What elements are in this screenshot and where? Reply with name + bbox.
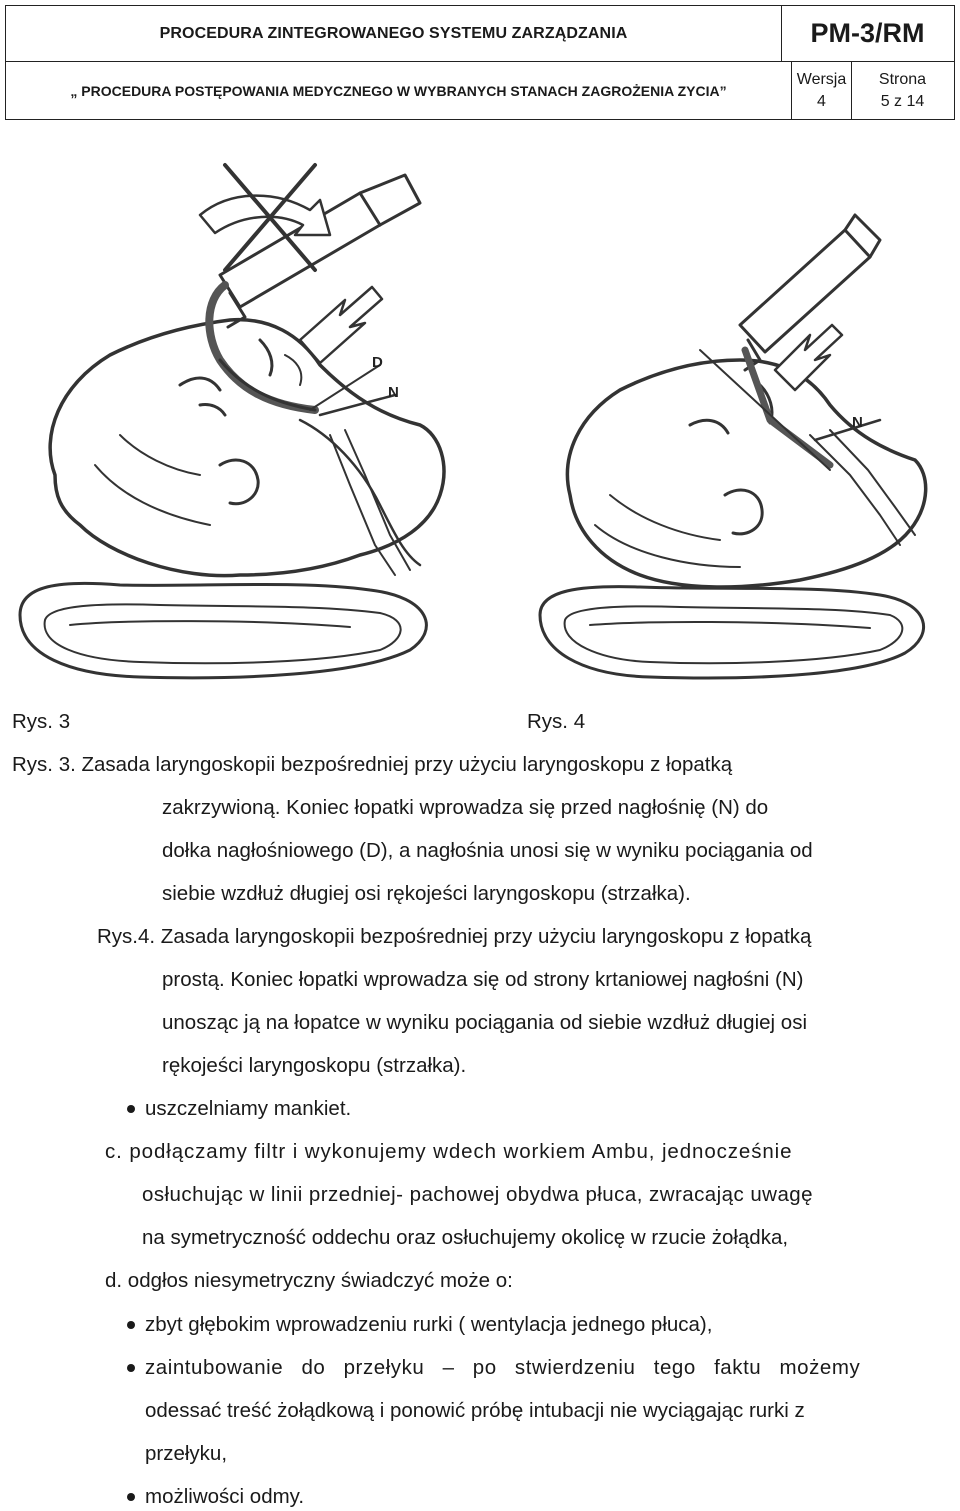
step-d-line: d. odgłos niesymetryczny świadczyć może o: xyxy=(105,1269,513,1292)
laryngoscopy-drawing xyxy=(0,135,960,695)
page-value: 5 z 14 xyxy=(880,92,925,110)
page-cell xyxy=(851,62,953,119)
bullet-pneumothorax: możliwości odmy. xyxy=(145,1485,305,1508)
bullet-marker xyxy=(127,1364,135,1372)
figure-4-drawing xyxy=(540,215,926,678)
bullet-esophagus-line3: przełyku, xyxy=(145,1442,228,1465)
fig3-label-n: N xyxy=(388,384,399,401)
version-value: 4 xyxy=(817,92,826,110)
version-cell xyxy=(791,62,851,119)
version-label: Wersja xyxy=(796,70,847,88)
bullet-esophagus-line1: zaintubowanie do przełyku – po stwierdzeniu tego faktu możemy xyxy=(145,1356,861,1379)
rys4-description-line4: rękojeści laryngoskopu (strzałka). xyxy=(162,1054,467,1077)
bullet-mankiet-text: uszczelniamy mankiet. xyxy=(145,1097,352,1120)
bullet-esophagus-line2: odessać treść żołądkową i ponowić próbę intubacji nie wyciągając rurki z xyxy=(145,1399,805,1422)
document-header xyxy=(5,5,955,120)
rys4-description-line2: prostą. Koniec łopatki wprowadza się od strony krtaniowej nagłośni (N) xyxy=(162,968,804,991)
step-c-line1: c. podłączamy filtr i wykonujemy wdech workiem Ambu, jednocześnie xyxy=(105,1140,793,1163)
step-c-line3: na symetryczność oddechu oraz osłuchujemy okolicę w rzucie żołądka, xyxy=(142,1226,789,1249)
page-label: Strona xyxy=(878,70,927,88)
caption-rys3: Rys. 3 xyxy=(12,710,71,733)
caption-rys4: Rys. 4 xyxy=(527,710,586,733)
rys4-description-line3: unosząc ją na łopatce w wyniku pociągania od siebie wzdłuż długiej osi xyxy=(162,1011,807,1034)
bullet-marker xyxy=(127,1321,135,1329)
header-row-top xyxy=(6,6,954,62)
header-row-bottom xyxy=(6,62,954,119)
laryngoscopy-illustrations xyxy=(0,135,960,695)
rys3-description-line3: dołka nagłośniowego (D), a nagłośnia unosi się w wyniku pociągania od xyxy=(162,839,813,862)
rys4-description-line1: Rys.4. Zasada laryngoskopii bezpośredniej przy użyciu laryngoskopu z łopatką xyxy=(97,925,812,948)
bullet-marker xyxy=(127,1493,135,1501)
bullet-marker xyxy=(127,1105,135,1113)
fig4-label-n: N xyxy=(852,414,863,431)
rys3-description-line1: Rys. 3. Zasada laryngoskopii bezpośredniej przy użyciu laryngoskopu z łopatką xyxy=(12,753,733,776)
fig3-label-d: D xyxy=(372,354,383,371)
document-code: PM-3/RM xyxy=(781,6,953,61)
bullet-one-lung: zbyt głębokim wprowadzeniu rurki ( wentylacja jednego płuca), xyxy=(145,1313,713,1336)
rys3-description-line4: siebie wzdłuż długiej osi rękojeści laryngoskopu (strzałka). xyxy=(162,882,691,905)
figure-3-drawing xyxy=(20,165,444,678)
system-title: PROCEDURA ZINTEGROWANEGO SYSTEMU ZARZĄDZANIA xyxy=(159,24,628,42)
rys3-line2-text: zakrzywioną. Koniec łopatki wprowadza się przed nagłośnię (N) do xyxy=(162,796,769,819)
procedure-title: „ PROCEDURA POSTĘPOWANIA MEDYCZNEGO W WYBRANYCH STANACH ZAGROŻENIA ZYCIA” xyxy=(70,82,727,99)
rys3-description-line2 xyxy=(162,796,948,820)
step-c-line2: osłuchując w linii przedniej- pachowej obydwa płuca, zwracając uwagę xyxy=(142,1183,813,1206)
